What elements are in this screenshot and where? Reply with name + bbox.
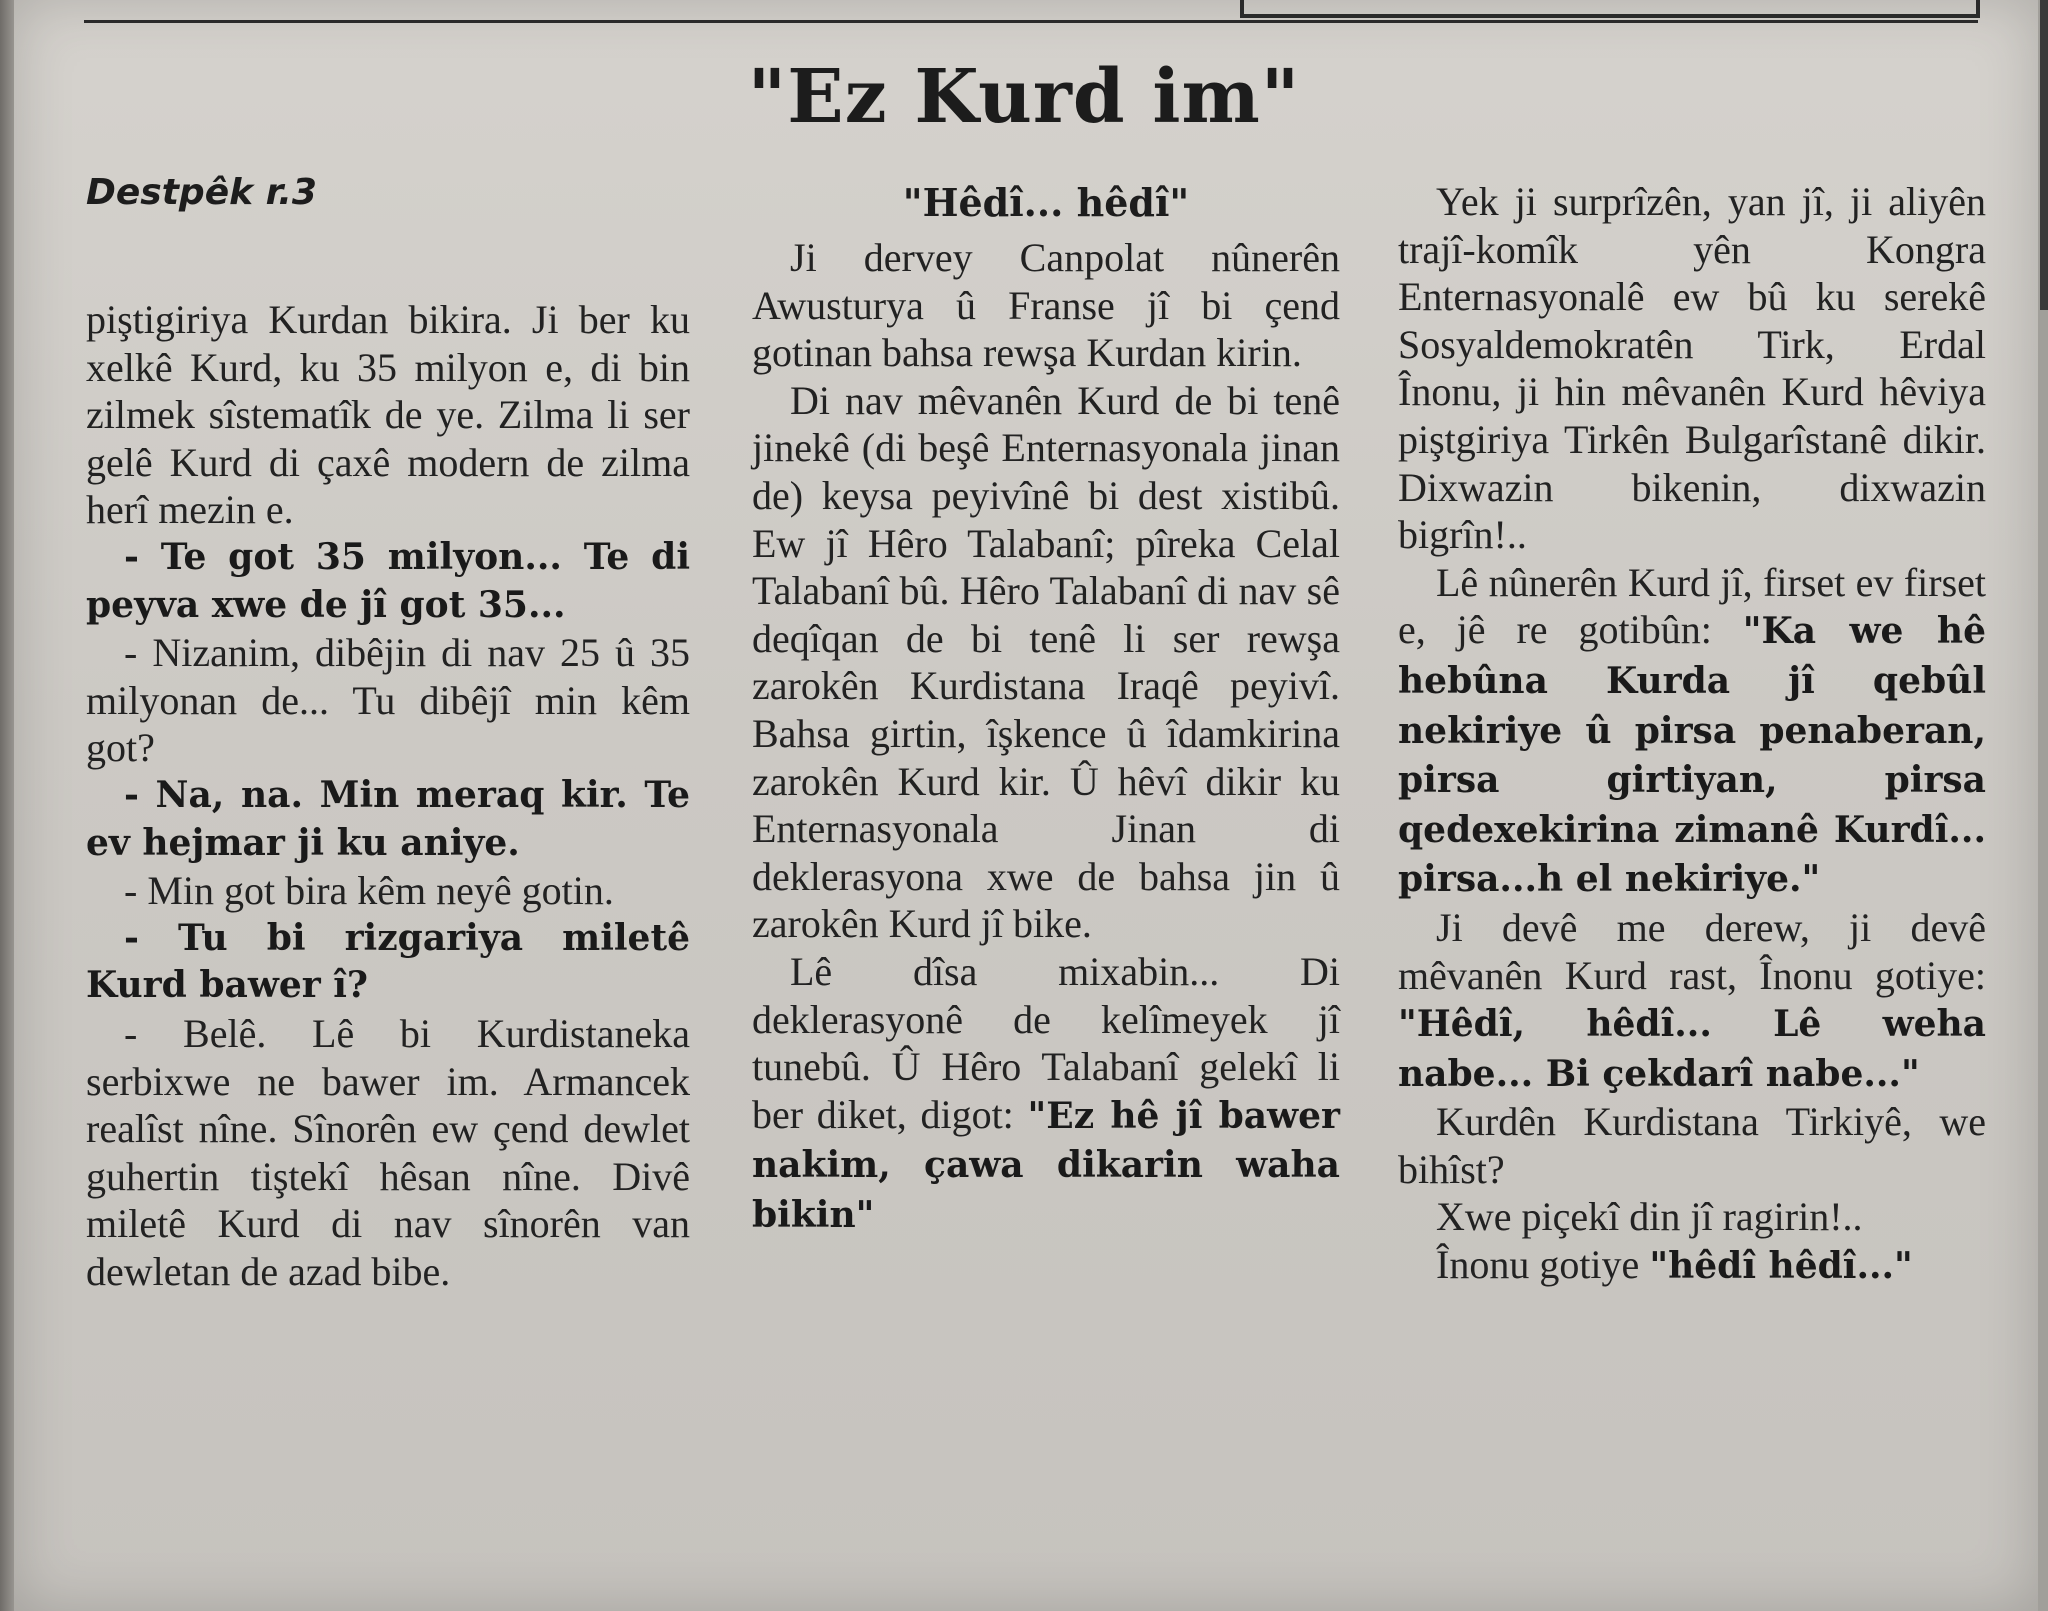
section-subhead: "Hêdî... hêdî" [902,180,1190,225]
col1-paragraph: - Nizanim, dibêjin di nav 25 û 35 milyonan de... Tu dibêjî min kêm got? [86,630,690,771]
col3-paragraph-2 [1398,559,1986,904]
col3-paragraph-3 [1398,904,1986,1098]
column-3 [1398,178,1986,1291]
col1-paragraph: - Min got bira kêm neyê gotin. [124,868,614,914]
col3-paragraph-2-text: Lê nûnerên Kurd jî, firset ev firset e, jê re gotibûn: [1398,559,1986,653]
col1-question: - Te got 35 milyon... Te di peyva xwe de jî got 35... [86,535,690,626]
col3-paragraph-4: Kurdên Kurdistana Tirkiyê, we bihîst? [1398,1099,1986,1192]
col3-quote-3: "hêdî hêdî..." [1649,1245,1913,1288]
col2-paragraph-2: Di nav mêvanên Kurd de bi tenê jinekê (di beşê Enternasyonala jinan de) keysa peyivînê bi dest xistibû. Ew jî Hêro Talabanî; pîreka Celal Talabanî bû. Hêro Talabanî di nav sê deqîqan de bi tenê li ser rewşa zarokên Kurdistana Iraqê peyivî. Bahsa girtin, îşkence û îdamkirina zarokên Kurd kir. Û hêvî dikir ku Enternasyonala Jinan di deklerasyona xwe de bahsa jin û zarokên Kurd jî bike. [752,377,1340,947]
col1-question: - Tu bi rizgariya miletê Kurd bawer î? [86,916,690,1007]
col1-paragraph: - Belê. Lê bi Kurdistaneka serbixwe ne bawer im. Armancek realîst nîne. Sînorên ew çend dewlet guhertin tiştekî hêsan nîne. Divê miletê Kurd di nav sînorên van dewletan de azad bibe. [86,1010,690,1294]
top-box-border [1240,0,1980,18]
continued-from-label: Destpêk r.3 [86,172,317,213]
col1-question: - Na, na. Min meraq kir. Te ev hejmar ji ku aniye. [86,773,690,864]
col3-paragraph-5: Xwe piçekî din jî ragirin!.. [1436,1194,1863,1240]
article-title: "Ez Kurd im" [747,54,1301,140]
column-1 [86,296,690,1295]
top-rule [84,20,1978,23]
column-2 [752,234,1340,1239]
right-edge-bar [2040,0,2048,310]
col1-paragraph: piştigiriya Kurdan bikira. Ji ber ku xelkê Kurd, ku 35 milyon e, di bin zilmek sîstematîk de ye. Zilma li ser gelê Kurd di çaxê modern de zilma herî mezin e. [86,297,690,533]
col3-quote-2: "Hêdî, hêdî... Lê weha nabe... Bi çekdarî nabe..." [1398,1003,1986,1095]
col2-paragraph-1: Ji dervey Canpolat nûnerên Awusturya û Franse jî bi çend gotinan bahsa rewşa Kurdan kirin. [752,235,1340,376]
col2-quote: "Ez hê jî bawer nakim, çawa dikarin waha bikin" [752,1094,1340,1236]
col3-paragraph-3-text: Ji devê me derew, ji devê mêvanên Kurd rast, Înonu gotiye: [1398,904,1986,998]
col3-quote-1: "Ka we hê hebûna Kurda jî qebûl nekiriye û pirsa penaberan, pirsa girtiyan, pirsa qedexekirina zimanê Kurdî... pirsa...h el nekiriye." [1398,610,1986,901]
col3-paragraph-6 [1398,1241,1986,1291]
col3-paragraph-6-text: Înonu gotiye [1436,1242,1640,1288]
col2-paragraph-3-text: Lê dîsa mixabin... Di deklerasyonê de kelîmeyek jî tunebû. Û Hêro Talabanî gelekî li ber diket, digot: [752,948,1340,1137]
col2-paragraph-3 [752,948,1340,1240]
col3-paragraph-1: Yek ji surprîzên, yan jî, ji aliyên trajî-komîk yên Kongra Enternasyonalê ew bû ku serekê Sosyaldemokratên Tirk, Erdal Înonu, ji hin mêvanên Kurd hêviya piştgiriya Tirkên Bulgarîstanê dikir. Dixwazin bikenin, dixwazin bigrîn!.. [1398,179,1986,558]
